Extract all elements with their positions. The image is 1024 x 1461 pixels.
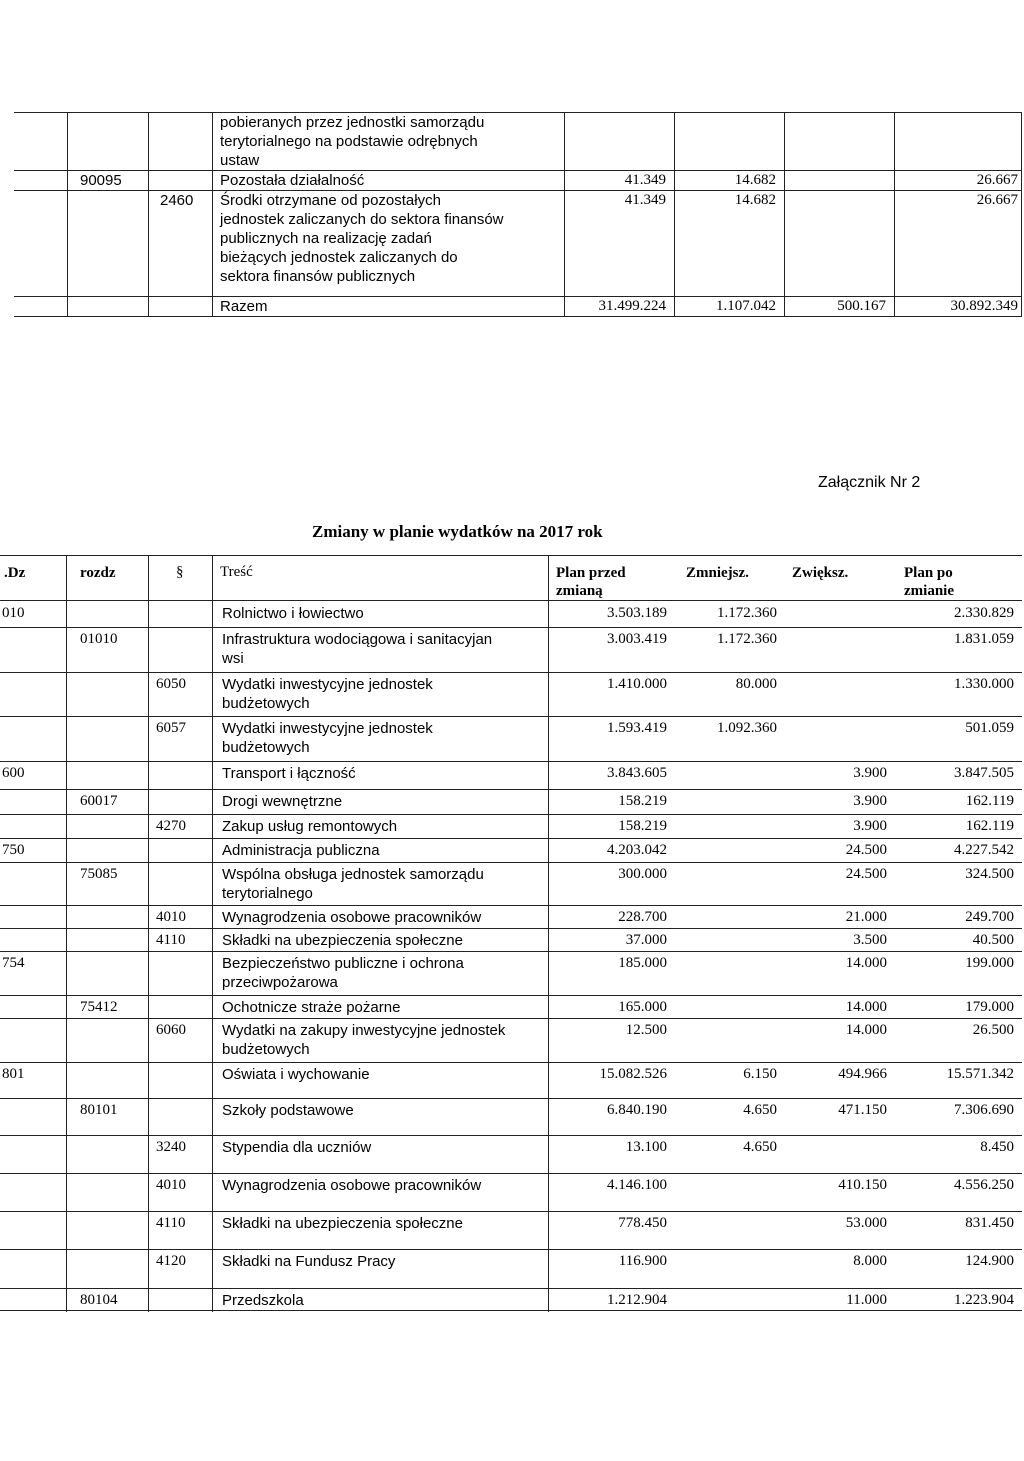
cell-zwieksz: 494.966 xyxy=(838,1066,887,1082)
cell-paragraph: 4110 xyxy=(156,932,186,948)
cell-plan-po: 501.059 xyxy=(965,720,1014,736)
row-divider xyxy=(0,995,1022,996)
cell-plan-przed: 158.219 xyxy=(618,793,667,809)
header-zwieksz: Zwiększ. xyxy=(792,565,849,581)
cell-plan-po: 3.847.505 xyxy=(954,765,1014,781)
header-paragraph: § xyxy=(176,564,184,580)
header-rozdz: rozdz xyxy=(80,565,116,581)
continuation-text-line-3: ustaw xyxy=(220,152,260,169)
row-divider xyxy=(0,862,1022,863)
top-row-plan-przed: 41.349 xyxy=(624,172,666,188)
cell-plan-przed: 165.000 xyxy=(618,999,667,1015)
cell-tresc: Składki na Fundusz Pracy xyxy=(222,1253,396,1270)
cell-plan-przed: 3.503.189 xyxy=(607,605,667,621)
page-title: Zmiany w planie wydatków na 2017 rok xyxy=(312,522,603,541)
cell-tresc: Składki na ubezpieczenia społeczne xyxy=(222,1215,463,1232)
cell-plan-przed: 3.843.605 xyxy=(607,765,667,781)
cell-zwieksz: 410.150 xyxy=(838,1177,887,1193)
top-row-dz: 90095 xyxy=(80,172,122,189)
cell-tresc: Wydatki inwestycyjne jednostek xyxy=(222,676,433,693)
header-zmniejsz: Zmniejsz. xyxy=(686,565,749,581)
cell-tresc: budżetowych xyxy=(222,1041,310,1058)
cell-plan-po: 1.831.059 xyxy=(954,631,1014,647)
cell-plan-po: 1.223.904 xyxy=(954,1292,1014,1308)
cell-zwieksz: 3.900 xyxy=(853,765,887,781)
cell-plan-przed: 15.082.526 xyxy=(599,1066,667,1082)
row-divider xyxy=(0,1062,1022,1063)
top-row-par: 2460 xyxy=(160,192,194,209)
cell-rozdz: 80104 xyxy=(80,1292,118,1308)
row-divider xyxy=(0,1098,1022,1099)
header-plan-przed-line2: zmianą xyxy=(556,583,603,599)
cell-tresc: Rolnictwo i łowiectwo xyxy=(222,605,364,622)
cell-dz: 801 xyxy=(2,1066,25,1082)
cell-zwieksz: 3.500 xyxy=(853,932,887,948)
row-divider xyxy=(0,627,1022,628)
cell-paragraph: 4010 xyxy=(156,1177,186,1193)
cell-dz: 600 xyxy=(2,765,25,781)
cell-zwieksz: 21.000 xyxy=(845,909,887,925)
cell-tresc: Infrastruktura wodociągowa i sanitacyjan xyxy=(222,631,493,648)
cell-plan-po: 8.450 xyxy=(980,1139,1014,1155)
cell-zwieksz: 11.000 xyxy=(846,1292,887,1308)
cell-plan-przed: 4.203.042 xyxy=(607,842,667,858)
top-row-tresc-line: bieżących jednostek zaliczanych do xyxy=(220,249,458,266)
cell-zwieksz: 24.500 xyxy=(845,842,887,858)
cell-zmniejsz: 1.172.360 xyxy=(717,631,777,647)
cell-paragraph: 4110 xyxy=(156,1215,186,1231)
cell-rozdz: 75412 xyxy=(80,999,118,1015)
cell-plan-po: 7.306.690 xyxy=(954,1102,1014,1118)
row-divider xyxy=(0,814,1022,815)
row-divider xyxy=(0,951,1022,952)
cell-zwieksz: 8.000 xyxy=(853,1253,887,1269)
row-divider xyxy=(0,1135,1022,1136)
row-divider xyxy=(0,1173,1022,1174)
top-row-tresc-line: publicznych na realizację zadań xyxy=(220,230,432,247)
cell-zwieksz: 3.900 xyxy=(853,793,887,809)
cell-plan-po: 1.330.000 xyxy=(954,676,1014,692)
cell-zwieksz: 53.000 xyxy=(845,1215,887,1231)
cell-tresc: Drogi wewnętrzne xyxy=(222,793,343,810)
total-zmniejsz: 1.107.042 xyxy=(716,298,776,314)
cell-dz: 010 xyxy=(2,605,25,621)
cell-plan-przed: 37.000 xyxy=(625,932,667,948)
cell-plan-przed: 185.000 xyxy=(618,955,667,971)
row-divider xyxy=(0,672,1022,673)
cell-plan-przed: 1.212.904 xyxy=(607,1292,667,1308)
cell-plan-po: 199.000 xyxy=(965,955,1014,971)
cell-plan-przed: 4.146.100 xyxy=(607,1177,667,1193)
row-divider xyxy=(0,1288,1022,1289)
cell-rozdz: 01010 xyxy=(80,631,118,647)
cell-plan-po: 15.571.342 xyxy=(946,1066,1014,1082)
top-row-plan-przed: 41.349 xyxy=(624,192,666,208)
cell-dz: 754 xyxy=(2,955,25,971)
total-label: Razem xyxy=(220,298,268,315)
column-divider xyxy=(66,555,67,1312)
cell-plan-przed: 158.219 xyxy=(618,818,667,834)
row-divider xyxy=(0,789,1022,790)
cell-plan-po: 40.500 xyxy=(972,932,1014,948)
top-row-tresc-line: sektora finansów publicznych xyxy=(220,268,416,285)
row-divider xyxy=(0,1018,1022,1019)
cell-tresc: Ochotnicze straże pożarne xyxy=(222,999,401,1016)
cell-zmniejsz: 1.092.360 xyxy=(717,720,777,736)
cell-plan-przed: 778.450 xyxy=(618,1215,667,1231)
cell-plan-przed: 116.900 xyxy=(618,1253,667,1269)
row-divider xyxy=(0,761,1022,762)
cell-tresc: Zakup usług remontowych xyxy=(222,818,398,835)
cell-zmniejsz: 4.650 xyxy=(743,1139,777,1155)
cell-tresc: Składki na ubezpieczenia społeczne xyxy=(222,932,463,949)
cell-tresc: Przedszkola xyxy=(222,1292,304,1309)
row-divider xyxy=(0,716,1022,717)
total-plan-po: 30.892.349 xyxy=(950,298,1018,314)
cell-plan-po: 179.000 xyxy=(965,999,1014,1015)
row-divider xyxy=(0,838,1022,839)
cell-rozdz: 60017 xyxy=(80,793,118,809)
cell-tresc: budżetowych xyxy=(222,739,310,756)
total-plan-przed: 31.499.224 xyxy=(598,298,666,314)
cell-dz: 750 xyxy=(2,842,25,858)
cell-paragraph: 3240 xyxy=(156,1139,186,1155)
continuation-text-line-1: pobieranych przez jednostki samorządu xyxy=(220,114,485,131)
row-divider xyxy=(0,928,1022,929)
cell-plan-przed: 300.000 xyxy=(618,866,667,882)
cell-paragraph: 6057 xyxy=(156,720,186,736)
top-row-tresc: Pozostała działalność xyxy=(220,172,365,189)
cell-tresc: Bezpieczeństwo publiczne i ochrona xyxy=(222,955,464,972)
row-divider xyxy=(0,555,1022,556)
cell-tresc: terytorialnego xyxy=(222,885,313,902)
cell-tresc: Transport i łączność xyxy=(222,765,356,782)
cell-rozdz: 80101 xyxy=(80,1102,118,1118)
cell-tresc: Wynagrodzenia osobowe pracowników xyxy=(222,1177,482,1194)
cell-plan-przed: 3.003.419 xyxy=(607,631,667,647)
cell-paragraph: 6050 xyxy=(156,676,186,692)
header-plan-przed: Plan przed xyxy=(556,565,626,581)
cell-paragraph: 4010 xyxy=(156,909,186,925)
top-row-plan-po: 26.667 xyxy=(976,172,1018,188)
column-divider xyxy=(212,555,213,1312)
total-zwieksz: 500.167 xyxy=(837,298,886,314)
cell-tresc: budżetowych xyxy=(222,695,310,712)
cell-tresc: Wydatki na zakupy inwestycyjne jednostek xyxy=(222,1022,506,1039)
cell-plan-po: 2.330.829 xyxy=(954,605,1014,621)
cell-tresc: Wspólna obsługa jednostek samorządu xyxy=(222,866,484,883)
top-row-plan-po: 26.667 xyxy=(976,192,1018,208)
row-divider xyxy=(0,1249,1022,1250)
header-plan-po: Plan po xyxy=(904,565,953,581)
continuation-text-line-2: terytorialnego na podstawie odrębnych xyxy=(220,133,478,150)
header-plan-po-line2: zmianie xyxy=(904,583,954,599)
cell-plan-po: 249.700 xyxy=(965,909,1014,925)
row-divider xyxy=(0,1211,1022,1212)
cell-tresc: Wynagrodzenia osobowe pracowników xyxy=(222,909,482,926)
top-row-zmniejsz: 14.682 xyxy=(734,192,776,208)
row-divider xyxy=(0,1310,1022,1311)
cell-paragraph: 4270 xyxy=(156,818,186,834)
cell-zwieksz: 3.900 xyxy=(853,818,887,834)
cell-plan-przed: 6.840.190 xyxy=(607,1102,667,1118)
cell-zmniejsz: 6.150 xyxy=(743,1066,777,1082)
cell-plan-po: 324.500 xyxy=(965,866,1014,882)
cell-plan-przed: 1.410.000 xyxy=(607,676,667,692)
cell-plan-przed: 12.500 xyxy=(625,1022,667,1038)
cell-zmniejsz: 4.650 xyxy=(743,1102,777,1118)
cell-plan-po: 26.500 xyxy=(972,1022,1014,1038)
header-dz: .Dz xyxy=(4,565,26,581)
cell-tresc: wsi xyxy=(222,650,244,667)
top-row-zmniejsz: 14.682 xyxy=(734,172,776,188)
cell-zwieksz: 14.000 xyxy=(845,1022,887,1038)
cell-tresc: Wydatki inwestycyjne jednostek xyxy=(222,720,433,737)
row-divider xyxy=(0,905,1022,906)
attachment-label: Załącznik Nr 2 xyxy=(818,474,921,491)
cell-plan-po: 162.119 xyxy=(965,793,1014,809)
cell-plan-po: 124.900 xyxy=(965,1253,1014,1269)
cell-rozdz: 75085 xyxy=(80,866,118,882)
column-divider xyxy=(148,555,149,1312)
cell-tresc: Oświata i wychowanie xyxy=(222,1066,370,1083)
cell-plan-przed: 228.700 xyxy=(618,909,667,925)
cell-plan-przed: 1.593.419 xyxy=(607,720,667,736)
cell-plan-po: 4.227.542 xyxy=(954,842,1014,858)
cell-plan-po: 831.450 xyxy=(965,1215,1014,1231)
cell-zwieksz: 14.000 xyxy=(845,955,887,971)
cell-plan-po: 4.556.250 xyxy=(954,1177,1014,1193)
cell-tresc: przeciwpożarowa xyxy=(222,974,338,991)
cell-zwieksz: 471.150 xyxy=(838,1102,887,1118)
cell-zmniejsz: 1.172.360 xyxy=(717,605,777,621)
header-tresc: Treść xyxy=(220,564,253,580)
cell-tresc: Szkoły podstawowe xyxy=(222,1102,354,1119)
top-row-tresc-line: jednostek zaliczanych do sektora finansów xyxy=(220,211,504,228)
cell-paragraph: 4120 xyxy=(156,1253,186,1269)
cell-plan-przed: 13.100 xyxy=(625,1139,667,1155)
cell-tresc: Administracja publiczna xyxy=(222,842,380,859)
cell-zwieksz: 24.500 xyxy=(845,866,887,882)
cell-zwieksz: 14.000 xyxy=(845,999,887,1015)
cell-paragraph: 6060 xyxy=(156,1022,186,1038)
header-divider xyxy=(0,600,1022,601)
cell-zmniejsz: 80.000 xyxy=(735,676,777,692)
top-row-tresc-line: Środki otrzymane od pozostałych xyxy=(220,192,441,209)
cell-plan-po: 162.119 xyxy=(965,818,1014,834)
cell-tresc: Stypendia dla uczniów xyxy=(222,1139,372,1156)
